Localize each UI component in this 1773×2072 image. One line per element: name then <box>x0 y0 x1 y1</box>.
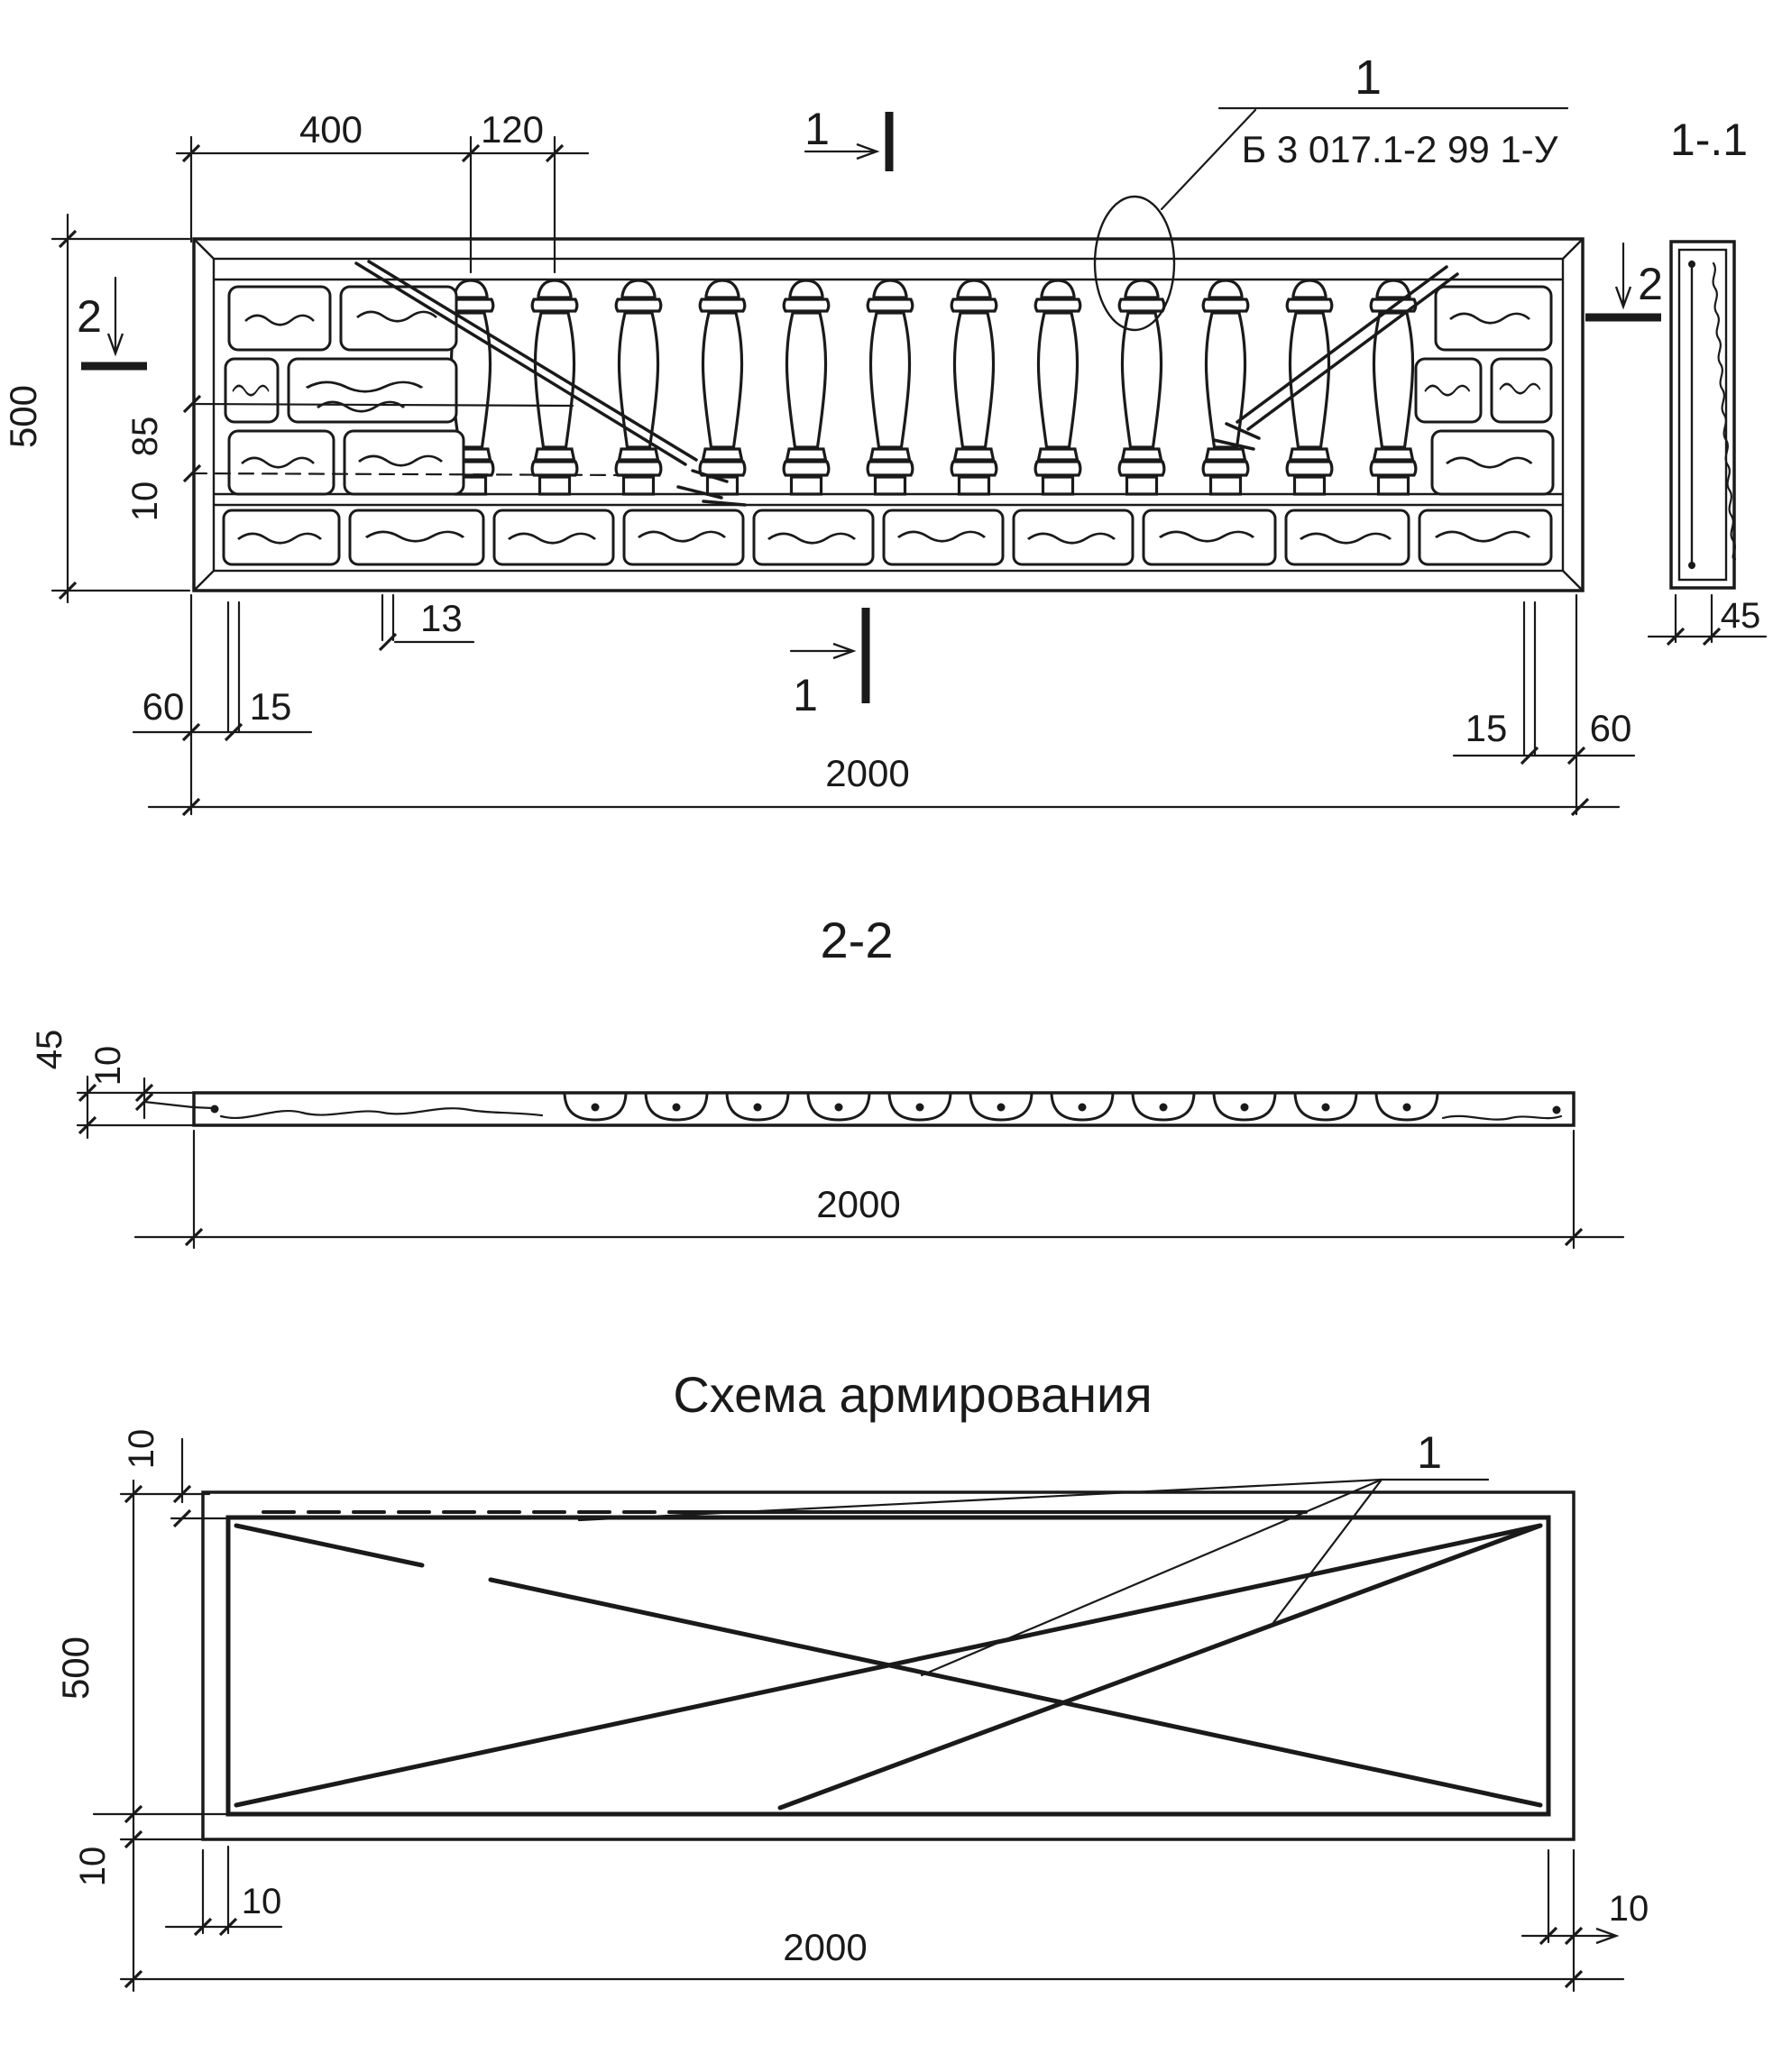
dim-45-label: 45 <box>1720 596 1761 636</box>
bar-position-label: 1 <box>1417 1427 1442 1478</box>
right-stone-zone <box>1416 287 1553 494</box>
dim-13-label: 13 <box>420 597 463 639</box>
section-2-2-outline <box>194 1093 1574 1125</box>
section-marker-1-top <box>804 104 889 171</box>
section-1-label: 1 <box>804 104 830 154</box>
section-2-2-view <box>30 912 1623 1248</box>
item-position-label: 1 <box>1354 50 1383 105</box>
dim-2000-label: 2000 <box>816 1183 901 1225</box>
dim-60-left-label: 60 <box>142 685 185 728</box>
section-1-1-inner <box>1679 250 1726 580</box>
section-marker-2-right <box>1585 243 1663 317</box>
dim-2000-elevation <box>149 752 1619 815</box>
dim-2000-label: 2000 <box>783 1926 868 1968</box>
dim-10-label: 10 <box>1608 1889 1649 1929</box>
part-code-label: Б 3 017.1-2 99 1-У <box>1241 128 1558 170</box>
dim-400-label: 400 <box>299 108 363 151</box>
rebar-leader <box>579 1427 1488 1675</box>
section-2-label: 2 <box>1638 259 1663 309</box>
stone-relief-left <box>221 1108 542 1118</box>
bottom-stone-course <box>224 510 1551 564</box>
dim-10-label: 10 <box>88 1045 128 1086</box>
dim-10-top-label: 10 <box>122 1428 161 1470</box>
baluster-row <box>448 280 1416 494</box>
dim-45-10-section-2-2 <box>30 1030 213 1138</box>
section-2-label: 2 <box>77 291 102 342</box>
dim-500-scheme <box>54 1429 233 1991</box>
section-marker-2-left <box>77 278 147 366</box>
dim-13 <box>380 595 473 650</box>
baluster-cross-sections <box>565 1094 1438 1120</box>
dim-10-left-horizontal <box>166 1847 281 1935</box>
dim-2000-scheme <box>121 1926 1623 1991</box>
dim-120-label: 120 <box>480 108 545 151</box>
dim-15-left-label: 15 <box>249 685 292 728</box>
dim-60-right-label: 60 <box>1589 707 1632 749</box>
dim-400-120 <box>177 108 588 272</box>
reinforcement-scheme-view <box>54 1366 1649 1991</box>
dim-60-15-right <box>1454 595 1634 814</box>
dim-2000-label: 2000 <box>825 752 910 794</box>
scheme-title: Схема армирования <box>673 1366 1153 1423</box>
dim-15-right-label: 15 <box>1465 707 1508 749</box>
relief-profile <box>1713 263 1735 559</box>
dim-10-right-horizontal <box>1522 1850 1649 1944</box>
rebar-diagonals <box>236 1512 1540 1808</box>
dim-45-label: 45 <box>30 1029 69 1070</box>
dim-10-label: 10 <box>125 481 165 522</box>
elevation-view <box>2 50 1663 815</box>
dim-45-section-1-1 <box>1649 595 1766 645</box>
section-marker-1-bottom <box>791 608 866 720</box>
section-1-1-title: 1-.1 <box>1669 115 1749 165</box>
dim-85-label: 85 <box>125 416 165 457</box>
section-2-2-title: 2-2 <box>820 912 894 968</box>
section-1-label: 1 <box>793 670 818 720</box>
dim-2000-section-2-2 <box>135 1131 1623 1248</box>
dim-500-label: 500 <box>2 384 44 449</box>
dim-500-label: 500 <box>54 1636 96 1701</box>
dim-60-15-left <box>133 595 311 814</box>
dim-500-left <box>2 215 189 602</box>
left-stone-zone <box>225 287 464 494</box>
section-1-1-view <box>1649 115 1766 645</box>
stone-relief-right <box>1443 1116 1561 1120</box>
dim-10-label: 10 <box>241 1882 282 1921</box>
dim-10-bottom-label: 10 <box>73 1846 113 1887</box>
